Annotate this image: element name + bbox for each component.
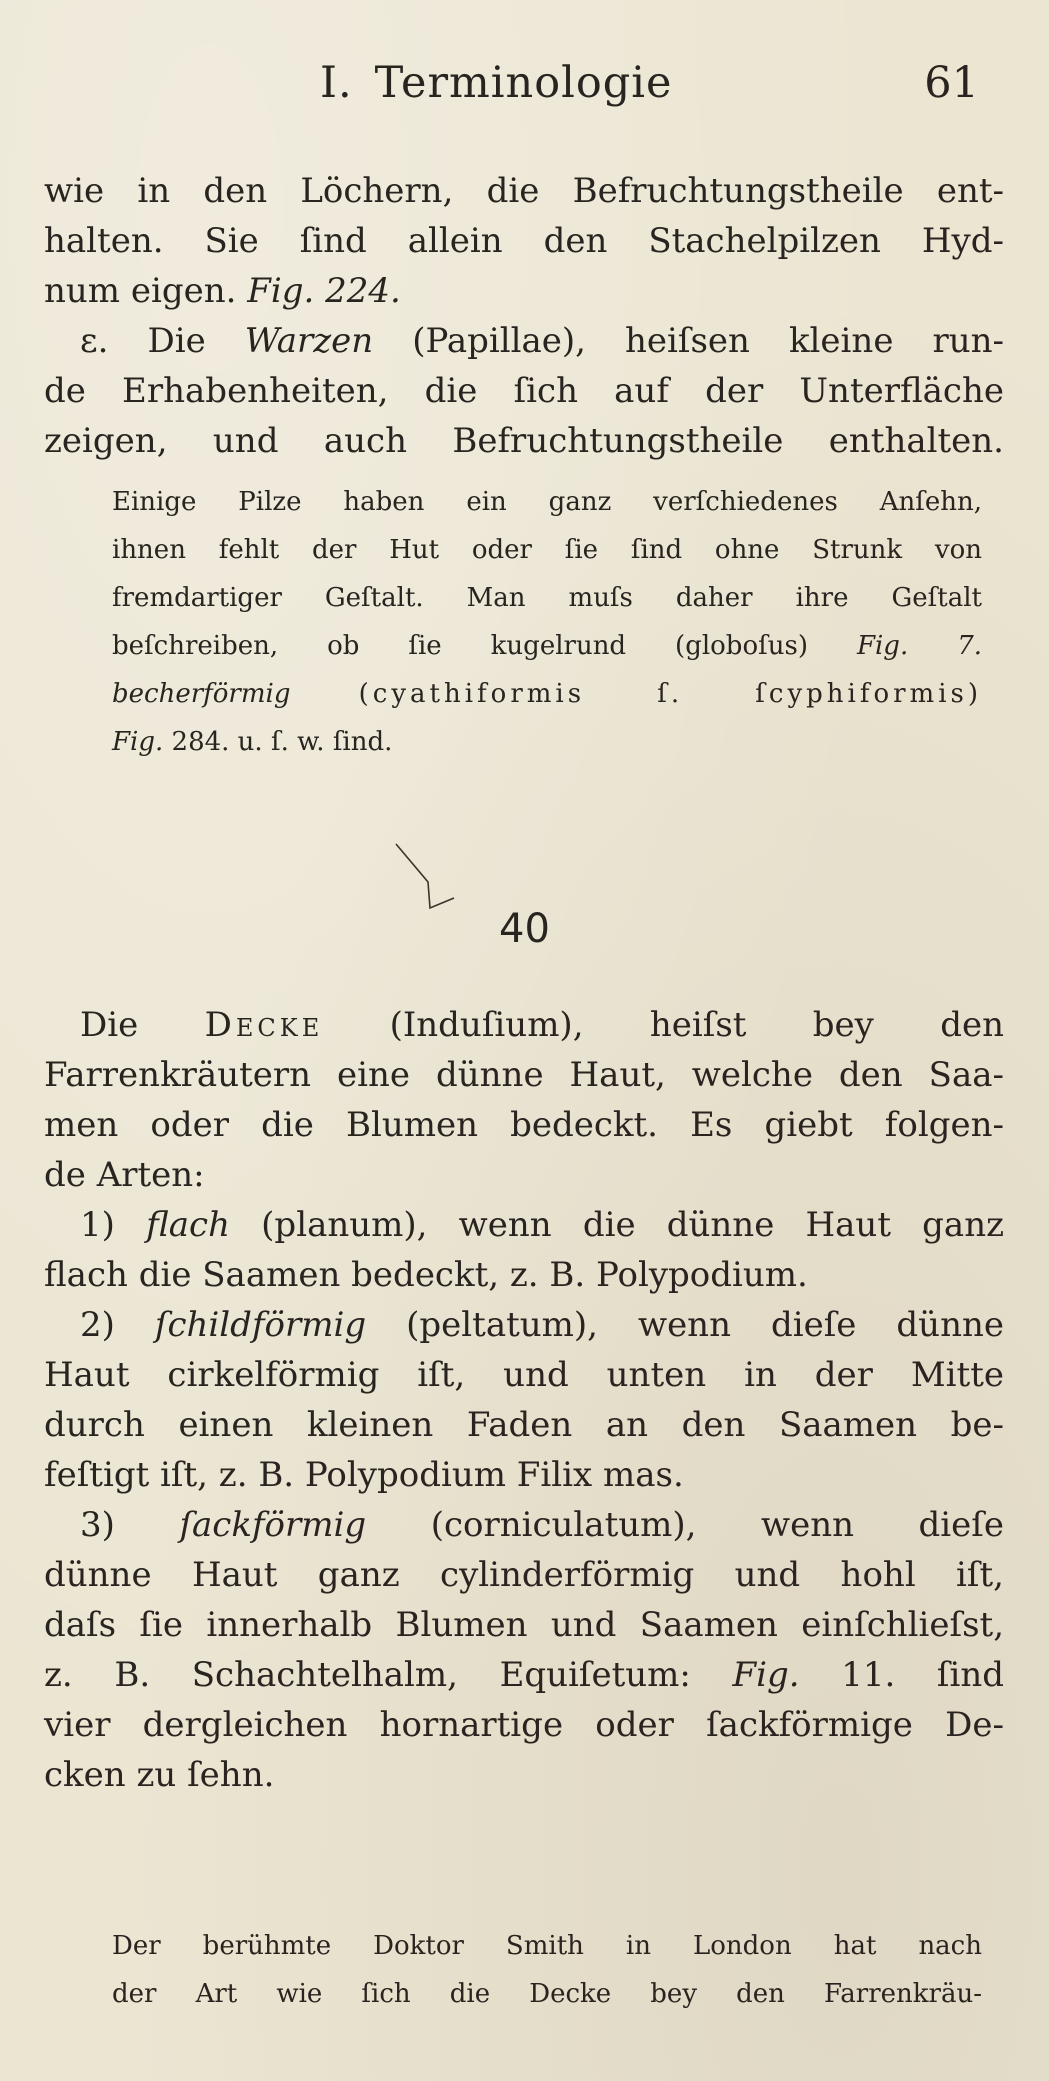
note-smith — [112, 1922, 982, 2018]
text-fragment: 11. ſind — [841, 1655, 1004, 1695]
text-fragment: (planum), wenn die dünne Haut ganz — [261, 1205, 1005, 1245]
figure-reference: Fig. — [112, 727, 164, 757]
text-line — [44, 1200, 1004, 1250]
item-number: 1) — [80, 1205, 115, 1245]
note-line — [112, 622, 982, 670]
text-line: de Erhabenheiten, die ſich auf der Unterfläche — [44, 371, 1004, 411]
term-italic: flach — [146, 1205, 230, 1245]
item-number: 3) — [80, 1505, 115, 1545]
text-line: dünne Haut ganz cylinderförmig und hohl iſt, — [44, 1555, 1004, 1595]
note-line: Der berühmte Doktor Smith in London hat nach — [112, 1931, 982, 1961]
text-line: de Arten: — [44, 1155, 205, 1195]
term-italic: ſchildförmig — [154, 1305, 367, 1345]
note-fragment: 284. u. ſ. w. ſind. — [171, 727, 393, 757]
text-line — [44, 1000, 1004, 1050]
text-line: wie in den Löchern, die Befruchtungstheile ent- — [44, 171, 1004, 211]
note-fungi-shapes — [112, 478, 982, 766]
page-number: 61 — [924, 58, 979, 108]
paragraph-indusium — [44, 1000, 1004, 1800]
text-line — [44, 266, 1004, 316]
header-title-group — [320, 58, 672, 108]
text-fragment: (Papillae), heiſsen kleine run- — [412, 321, 1004, 361]
text-line: feſtigt iſt, z. B. Polypodium Filix mas. — [44, 1455, 684, 1495]
text-line: zeigen, und auch Befruchtungstheile enthalten. — [44, 421, 1004, 461]
text-fragment: Die — [80, 1005, 139, 1045]
term-italic: becherförmig — [112, 679, 291, 709]
text-fragment: z. B. Schachtelhalm, Equiſetum: — [44, 1655, 691, 1695]
paragraph-fruiting-parts — [44, 166, 1004, 466]
note-line — [112, 718, 982, 766]
text-line: daſs ſie innerhalb Blumen und Saamen einſchlieſst, — [44, 1605, 1004, 1645]
text-line: vier dergleichen hornartige oder ſackförmige De- — [44, 1705, 1004, 1745]
term-smallcaps: Decke — [204, 1005, 324, 1045]
text-fragment: (Induſium), heiſst bey den — [389, 1005, 1005, 1045]
note-line: Einige Pilze haben ein ganz verſchiedenes Anſehn, — [112, 487, 982, 517]
text-line: Haut cirkelförmig iſt, und unten in der Mitte — [44, 1355, 1004, 1395]
figure-reference: Fig. 224. — [247, 271, 401, 311]
text-line: flach die Saamen bedeckt, z. B. Polypodium. — [44, 1255, 808, 1295]
running-header — [0, 58, 1049, 118]
item-number: 2) — [80, 1305, 115, 1345]
text-line: halten. Sie ſind allein den Stachelpilzen Hyd- — [44, 221, 1004, 261]
text-line: cken zu ſehn. — [44, 1755, 275, 1795]
section-number: 40 — [499, 906, 550, 952]
figure-reference: Fig. — [732, 1655, 800, 1695]
text-fragment: (peltatum), wenn dieſe dünne — [406, 1305, 1004, 1345]
chapter-number: I. — [320, 58, 353, 108]
note-line: ihnen fehlt der Hut oder ſie ſind ohne Strunk von — [112, 535, 982, 565]
term-italic: ſackförmig — [179, 1505, 367, 1545]
text-line — [44, 1500, 1004, 1550]
text-fragment: num eigen. — [44, 271, 237, 311]
text-line — [44, 1650, 1004, 1700]
text-fragment: ε. Die — [80, 321, 206, 361]
note-fragment: beſchreiben, ob ſie kugelrund (globoſus) — [112, 631, 808, 661]
text-line — [44, 1300, 1004, 1350]
text-fragment: (corniculatum), wenn dieſe — [430, 1505, 1005, 1545]
chapter-title: Terminologie — [374, 58, 673, 108]
text-line: men oder die Blumen bedeckt. Es giebt folgen- — [44, 1105, 1004, 1145]
figure-reference: Fig. 7. — [856, 631, 982, 661]
text-line: durch einen kleinen Faden an den Saamen be- — [44, 1405, 1004, 1445]
text-line — [44, 316, 1004, 366]
note-line: fremdartiger Geſtalt. Man muſs daher ihre Geſtalt — [112, 583, 982, 613]
note-line: der Art wie ſich die Decke bey den Farrenkräu- — [112, 1979, 982, 2009]
term-italic: Warzen — [244, 321, 374, 361]
text-line: Farrenkräutern eine dünne Haut, welche den Saa- — [44, 1055, 1004, 1095]
note-line — [112, 670, 982, 718]
latin-term: (cyathiformis ſ. ſcyphiformis) — [358, 679, 982, 709]
